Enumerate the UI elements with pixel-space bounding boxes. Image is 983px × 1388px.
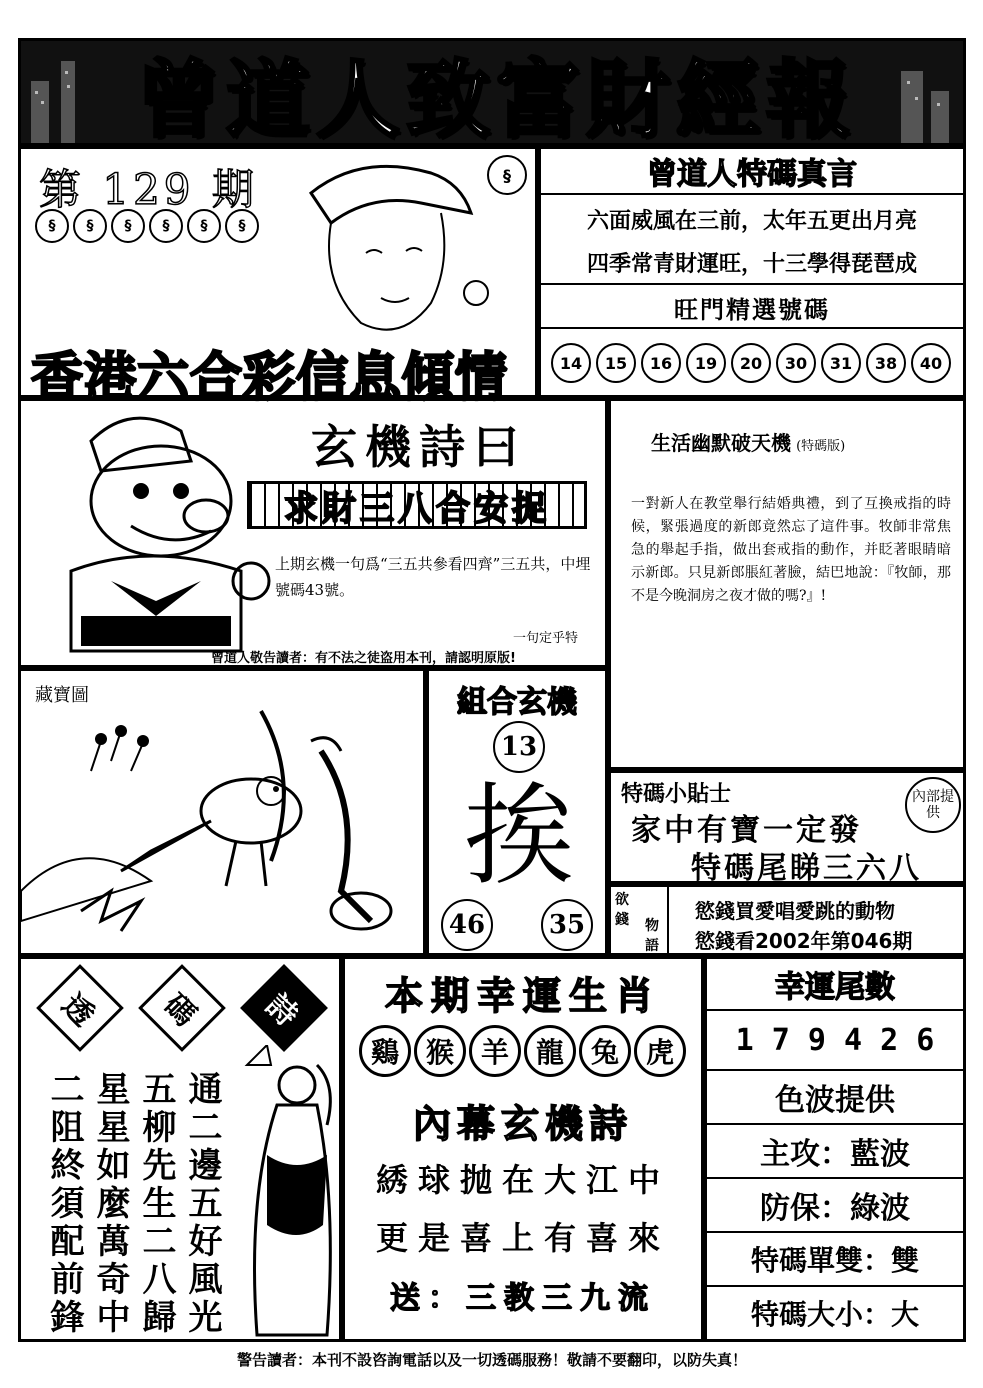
footer-warning: 警告讀者：本刊不設咨詢電話以及一切透碼服務！敬請不要翻印，以防失真！ [236, 1350, 747, 1369]
zuhe-title: 組合玄機 [457, 685, 577, 720]
xuanji-poem: 求財三八合安捉 [247, 481, 587, 529]
wuyu-label-char: 物 [645, 918, 659, 934]
issue-panel [18, 146, 538, 408]
toumashi-title-char: 碼 [138, 964, 226, 1052]
wuyu-line-1: 慾錢買愛唱愛跳的動物 [695, 899, 895, 923]
wangmen-number: 16 [641, 343, 681, 383]
xuanji-note: 上期玄機一句爲“三五共參看四齊”三五共，中埋號碼43號。 [275, 555, 591, 599]
humor-story: 一對新人在教堂舉行結婚典禮，到了互換戒指的時候，緊張過度的新郎竟然忘了這件事。牧師非常焦急的舉起手指，做出套戒指的動作，并眨著眼睛暗示新郎。只見新郎脹紅著臉，結巴地說：『牧師，那不是今晚洞房之夜才做的嗎?』! [631, 496, 951, 604]
xuanji-signoff: 一句定乎特 [513, 631, 579, 646]
wangmen-number-row [551, 343, 961, 383]
tips-heading: 特碼小貼士 [621, 781, 732, 807]
zhenyan-heading: 曾道人特碼真言 [541, 149, 963, 195]
zuhe-top-number: 13 [493, 721, 545, 773]
sebo-odd-even: 特碼單雙：雙 [707, 1233, 963, 1287]
neimu-line-1: 綉球抛在大江中 [375, 1161, 670, 1199]
shengxiao-heading: 本期幸運生肖 [384, 974, 661, 1018]
humor-subtitle: (特碼版) [796, 439, 846, 454]
emblem-icon: § [487, 155, 527, 195]
emblem-icon: § [35, 209, 69, 243]
tips-line-2: 特碼尾睇三六八 [691, 851, 922, 886]
banner-text: 香港六合彩信息傾情 [31, 348, 509, 408]
shengxiao-animal: 龍 [524, 1025, 576, 1077]
humor-title-row [651, 427, 845, 456]
masthead-title: 曾道人致富財經報 [135, 49, 856, 149]
toumashi-column: 二阻終須配前鋒 [44, 1071, 84, 1337]
wuyu-label-char: 語 [645, 938, 659, 954]
zuhe-left-number: 46 [441, 899, 493, 951]
wuyu-label-char: 欲 [615, 892, 629, 908]
picture-panel [18, 668, 426, 956]
shengxiao-animal: 兔 [579, 1025, 631, 1077]
zhenyan-panel [538, 146, 966, 398]
shengxiao-animal: 虎 [634, 1025, 686, 1077]
sebo-size: 特碼大小：大 [750, 1298, 919, 1331]
wuyu-label [611, 887, 669, 953]
lucky-panel [704, 956, 966, 1342]
sebo-heading: 色波提供 [707, 1071, 963, 1125]
shengxiao-animal: 鷄 [359, 1025, 411, 1077]
wangmen-number: 31 [821, 343, 861, 383]
humor-panel [608, 398, 966, 770]
wuyu-label-char: 錢 [615, 912, 629, 928]
sebo-attack: 主攻：藍波 [707, 1125, 963, 1179]
emblem-icon: § [73, 209, 107, 243]
zhenyan-line-2: 四季常青財運旺，十三學得琵琶成 [541, 241, 963, 285]
neimu-line-3: 送：三教三九流 [390, 1281, 656, 1316]
zuhe-right-number: 35 [541, 899, 593, 951]
wangmen-heading: 旺門精選號碼 [541, 287, 963, 329]
toumashi-panel [18, 956, 342, 1342]
portrait-illustration [271, 153, 491, 343]
toumashi-column: 星星如麼萬奇中 [90, 1071, 130, 1337]
wangmen-number: 15 [596, 343, 636, 383]
shengxiao-animal: 羊 [469, 1025, 521, 1077]
emblem-row [35, 209, 275, 245]
tips-line-1: 家中有寶一定發 [631, 813, 862, 848]
emblem-icon: § [111, 209, 145, 243]
picture-label: 藏寶圖 [35, 685, 89, 706]
toumashi-title-char: 詩 [240, 964, 328, 1052]
emblem-icon: § [149, 209, 183, 243]
toumashi-column: 五柳先生二八歸 [136, 1071, 176, 1337]
wangmen-number: 20 [731, 343, 771, 383]
figure-illustration [227, 1045, 339, 1341]
wuyu-line-2: 慾錢看2002年第046期 [695, 929, 913, 953]
emblem-icon: § [187, 209, 221, 243]
lucky-tail-digits: 1 7 9 4 2 6 [707, 1011, 963, 1071]
xuanji-panel [18, 398, 608, 668]
neimu-heading: 內幕玄機詩 [412, 1102, 633, 1146]
lucky-tail-heading: 幸運尾數 [707, 959, 963, 1011]
emblem-icon: § [225, 209, 259, 243]
zuhe-big-char: 挨 [464, 772, 574, 900]
masthead [18, 38, 966, 149]
zuhe-panel [426, 668, 608, 956]
sebo-defend: 防保：綠波 [707, 1179, 963, 1233]
toumashi-title-char: 透 [36, 964, 124, 1052]
toumashi-column: 通二邊五好風光 [182, 1071, 222, 1337]
wangmen-number: 14 [551, 343, 591, 383]
wuyu-panel [608, 884, 966, 956]
shengxiao-animal: 猴 [414, 1025, 466, 1077]
xuanji-title: 玄機詩曰 [311, 420, 527, 474]
wangmen-number: 40 [911, 343, 951, 383]
tips-panel [608, 770, 966, 884]
tips-badge: 內部提供 [905, 777, 961, 833]
neimu-line-2: 更是喜上有喜來 [375, 1219, 670, 1257]
humor-title: 生活幽默破天機 [651, 431, 791, 455]
wangmen-number: 19 [686, 343, 726, 383]
zhenyan-line-1: 六面威風在三前，太年五更出月亮 [586, 208, 917, 234]
issue-number: 第 129 期 [39, 165, 258, 214]
cartoon-man-illustration [31, 401, 281, 669]
shengxiao-animal-row [359, 1025, 689, 1081]
wangmen-number: 38 [866, 343, 906, 383]
bird-illustration [21, 691, 423, 953]
wangmen-number: 30 [776, 343, 816, 383]
xuanji-warning: 曾道人敬告讀者：有不法之徒盗用本刊，請認明原版! [211, 651, 516, 666]
shengxiao-panel [342, 956, 704, 1342]
